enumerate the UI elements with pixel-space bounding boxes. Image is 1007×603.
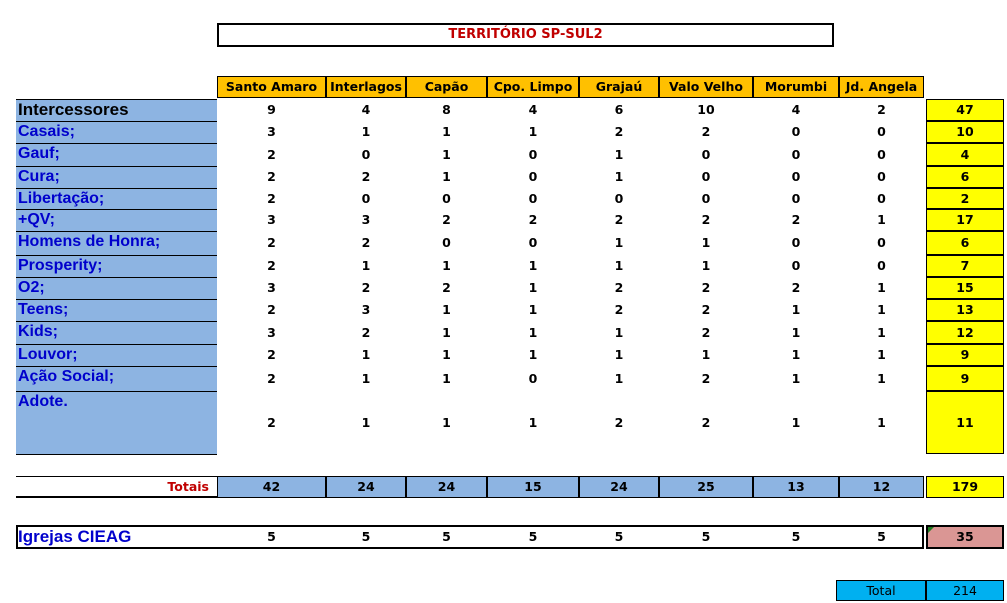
igrejas-total-cell[interactable] bbox=[926, 525, 1004, 549]
row-label[interactable]: Intercessores bbox=[16, 99, 217, 121]
igrejas-cell[interactable]: 5 bbox=[267, 529, 276, 544]
table-cell[interactable]: 1 bbox=[361, 124, 371, 139]
table-cell[interactable]: 1 bbox=[877, 347, 886, 362]
igrejas-total-value: 35 bbox=[956, 529, 974, 544]
igrejas-cell[interactable]: 5 bbox=[528, 529, 538, 544]
table-cell[interactable]: 1 bbox=[442, 325, 451, 340]
table-cell[interactable]: 0 bbox=[791, 169, 801, 184]
table-cell[interactable]: 4 bbox=[361, 102, 371, 117]
table-cell[interactable]: 2 bbox=[791, 280, 801, 295]
table-cell[interactable]: 3 bbox=[267, 280, 276, 295]
table-cell[interactable]: 0 bbox=[361, 191, 371, 206]
grand-total-value[interactable]: 214 bbox=[926, 580, 1004, 601]
table-cell[interactable]: 9 bbox=[267, 102, 276, 117]
table-cell[interactable]: 1 bbox=[442, 415, 451, 430]
table-cell[interactable]: 2 bbox=[614, 212, 624, 227]
table-cell[interactable]: 1 bbox=[701, 347, 711, 362]
row-total-cell[interactable]: 6 bbox=[926, 166, 1004, 188]
grand-sum-cell[interactable]: 179 bbox=[926, 476, 1004, 498]
table-cell[interactable]: 3 bbox=[267, 212, 276, 227]
table-cell[interactable]: 0 bbox=[791, 124, 801, 139]
table-cell[interactable]: 1 bbox=[614, 169, 624, 184]
row-label[interactable]: Teens; bbox=[16, 299, 217, 321]
table-cell[interactable]: 0 bbox=[877, 147, 886, 162]
table-cell[interactable]: 0 bbox=[877, 258, 886, 273]
igrejas-cell[interactable]: 5 bbox=[614, 529, 624, 544]
table-cell[interactable]: 10 bbox=[697, 102, 715, 117]
table-cell[interactable]: 1 bbox=[442, 302, 451, 317]
table-cell[interactable]: 0 bbox=[877, 191, 886, 206]
table-cell[interactable]: 0 bbox=[791, 258, 801, 273]
table-cell[interactable]: 4 bbox=[791, 102, 801, 117]
table-cell[interactable]: 1 bbox=[528, 347, 538, 362]
row-total-cell[interactable]: 11 bbox=[926, 391, 1004, 454]
table-cell[interactable]: 1 bbox=[442, 347, 451, 362]
table-cell[interactable]: 0 bbox=[791, 191, 801, 206]
row-label[interactable]: Casais; bbox=[16, 121, 217, 143]
table-cell[interactable]: 1 bbox=[791, 347, 801, 362]
table-cell[interactable]: 1 bbox=[528, 280, 538, 295]
table-cell[interactable]: 3 bbox=[361, 212, 371, 227]
table-cell[interactable]: 0 bbox=[528, 371, 538, 386]
table-cell[interactable]: 2 bbox=[361, 169, 371, 184]
table-cell[interactable]: 2 bbox=[614, 302, 624, 317]
table-cell[interactable]: 2 bbox=[267, 302, 276, 317]
column-header[interactable]: Capão bbox=[406, 76, 487, 98]
table-cell[interactable]: 2 bbox=[442, 280, 451, 295]
table-cell[interactable]: 1 bbox=[614, 325, 624, 340]
table-cell[interactable]: 1 bbox=[442, 258, 451, 273]
igrejas-cell[interactable]: 5 bbox=[442, 529, 451, 544]
totals-label[interactable]: Totais bbox=[16, 476, 217, 498]
table-cell[interactable]: 4 bbox=[528, 102, 538, 117]
table-cell[interactable]: 1 bbox=[701, 258, 711, 273]
comment-indicator-icon bbox=[928, 527, 934, 533]
table-cell[interactable]: 1 bbox=[791, 415, 801, 430]
table-cell[interactable]: 2 bbox=[361, 280, 371, 295]
column-header[interactable]: Interlagos bbox=[326, 76, 406, 98]
table-cell[interactable]: 3 bbox=[267, 124, 276, 139]
table-cell[interactable]: 1 bbox=[361, 347, 371, 362]
table-cell[interactable]: 8 bbox=[442, 102, 451, 117]
column-header[interactable]: Cpo. Limpo bbox=[487, 76, 579, 98]
table-cell[interactable]: 2 bbox=[614, 280, 624, 295]
row-label[interactable]: Ação Social; bbox=[16, 366, 217, 391]
table-cell[interactable]: 1 bbox=[877, 212, 886, 227]
table-cell[interactable]: 2 bbox=[701, 302, 711, 317]
table-cell[interactable]: 2 bbox=[361, 235, 371, 250]
table-cell[interactable]: 0 bbox=[701, 169, 711, 184]
table-cell[interactable]: 2 bbox=[701, 280, 711, 295]
table-cell[interactable]: 2 bbox=[267, 415, 276, 430]
table-cell[interactable]: 1 bbox=[528, 325, 538, 340]
table-cell[interactable]: 0 bbox=[877, 124, 886, 139]
table-cell[interactable]: 2 bbox=[614, 415, 624, 430]
table-cell[interactable]: 0 bbox=[442, 235, 451, 250]
column-total-cell[interactable]: 24 bbox=[406, 476, 487, 498]
table-cell[interactable]: 1 bbox=[528, 415, 538, 430]
table-cell[interactable]: 1 bbox=[791, 325, 801, 340]
table-cell[interactable]: 1 bbox=[442, 371, 451, 386]
column-header[interactable]: Valo Velho bbox=[659, 76, 753, 98]
table-cell[interactable]: 0 bbox=[528, 235, 538, 250]
grand-total-label[interactable]: Total bbox=[836, 580, 926, 601]
igrejas-cell[interactable]: 5 bbox=[791, 529, 801, 544]
table-cell[interactable]: 0 bbox=[442, 191, 451, 206]
table-cell[interactable]: 0 bbox=[877, 169, 886, 184]
row-total-cell[interactable]: 6 bbox=[926, 231, 1004, 255]
table-cell[interactable]: 2 bbox=[614, 124, 624, 139]
table-cell[interactable]: 0 bbox=[877, 235, 886, 250]
column-total-cell[interactable]: 24 bbox=[326, 476, 406, 498]
table-cell[interactable]: 2 bbox=[267, 371, 276, 386]
table-cell[interactable]: 0 bbox=[361, 147, 371, 162]
column-total-cell[interactable]: 24 bbox=[579, 476, 659, 498]
row-total-cell[interactable]: 7 bbox=[926, 255, 1004, 277]
table-cell[interactable]: 3 bbox=[267, 325, 276, 340]
column-total-cell[interactable]: 42 bbox=[217, 476, 326, 498]
table-cell[interactable]: 2 bbox=[701, 212, 711, 227]
column-header[interactable]: Morumbi bbox=[753, 76, 839, 98]
table-cell[interactable]: 1 bbox=[614, 235, 624, 250]
igrejas-cell[interactable]: 5 bbox=[701, 529, 711, 544]
table-cell[interactable]: 1 bbox=[614, 371, 624, 386]
igrejas-cell[interactable]: 5 bbox=[361, 529, 371, 544]
row-total-cell[interactable]: 4 bbox=[926, 143, 1004, 166]
column-header[interactable]: Jd. Angela bbox=[839, 76, 924, 98]
row-total-cell[interactable]: 12 bbox=[926, 321, 1004, 344]
table-cell[interactable]: 1 bbox=[791, 371, 801, 386]
row-label[interactable]: Libertação; bbox=[16, 188, 217, 209]
table-cell[interactable]: 2 bbox=[442, 212, 451, 227]
row-label[interactable]: Louvor; bbox=[16, 344, 217, 366]
row-label[interactable]: Adote. bbox=[16, 391, 217, 454]
table-cell[interactable]: 1 bbox=[877, 371, 886, 386]
row-total-cell[interactable]: 47 bbox=[926, 99, 1004, 121]
table-cell[interactable]: 2 bbox=[701, 415, 711, 430]
row-total-cell[interactable]: 15 bbox=[926, 277, 1004, 299]
table-cell[interactable]: 0 bbox=[528, 169, 538, 184]
table-cell[interactable]: 1 bbox=[361, 371, 371, 386]
table-cell[interactable]: 2 bbox=[701, 325, 711, 340]
igrejas-label[interactable]: Igrejas CIEAG bbox=[18, 527, 132, 546]
table-cell[interactable]: 1 bbox=[442, 124, 451, 139]
row-label[interactable]: Cura; bbox=[16, 166, 217, 188]
row-total-cell[interactable]: 2 bbox=[926, 188, 1004, 209]
column-total-cell[interactable]: 25 bbox=[659, 476, 753, 498]
table-cell[interactable]: 0 bbox=[701, 191, 711, 206]
igrejas-cell[interactable]: 5 bbox=[877, 529, 886, 544]
table-cell[interactable]: 6 bbox=[614, 102, 624, 117]
table-cell[interactable]: 0 bbox=[791, 147, 801, 162]
sheet-title[interactable]: TERRITÓRIO SP-SUL2 bbox=[217, 23, 834, 47]
column-total-cell[interactable]: 13 bbox=[753, 476, 839, 498]
table-cell[interactable]: 0 bbox=[528, 191, 538, 206]
table-cell[interactable]: 1 bbox=[442, 169, 451, 184]
table-cell[interactable]: 2 bbox=[701, 124, 711, 139]
row-total-cell[interactable]: 10 bbox=[926, 121, 1004, 143]
table-cell[interactable]: 1 bbox=[614, 147, 624, 162]
table-cell[interactable]: 2 bbox=[267, 347, 276, 362]
table-cell[interactable]: 0 bbox=[528, 147, 538, 162]
table-cell[interactable]: 1 bbox=[361, 415, 371, 430]
table-cell[interactable]: 1 bbox=[877, 280, 886, 295]
table-cell[interactable]: 0 bbox=[614, 191, 624, 206]
table-cell[interactable]: 1 bbox=[877, 325, 886, 340]
table-cell[interactable]: 1 bbox=[614, 347, 624, 362]
row-total-cell[interactable]: 9 bbox=[926, 344, 1004, 366]
table-cell[interactable]: 2 bbox=[877, 102, 886, 117]
table-cell[interactable]: 2 bbox=[528, 212, 538, 227]
column-total-cell[interactable]: 15 bbox=[487, 476, 579, 498]
table-cell[interactable]: 1 bbox=[877, 302, 886, 317]
table-cell[interactable]: 1 bbox=[442, 147, 451, 162]
table-cell[interactable]: 1 bbox=[361, 258, 371, 273]
row-label[interactable]: O2; bbox=[16, 277, 217, 299]
row-label[interactable]: Homens de Honra; bbox=[16, 231, 217, 255]
column-header[interactable]: Santo Amaro bbox=[217, 76, 326, 98]
row-label[interactable]: Prosperity; bbox=[16, 255, 217, 277]
column-header[interactable]: Grajaú bbox=[579, 76, 659, 98]
table-divider bbox=[16, 454, 217, 476]
row-label[interactable]: Kids; bbox=[16, 321, 217, 344]
column-total-cell[interactable]: 12 bbox=[839, 476, 924, 498]
row-total-cell[interactable]: 17 bbox=[926, 209, 1004, 231]
table-cell[interactable]: 2 bbox=[267, 147, 276, 162]
table-cell[interactable]: 2 bbox=[701, 371, 711, 386]
table-cell[interactable]: 2 bbox=[267, 235, 276, 250]
table-cell[interactable]: 2 bbox=[267, 169, 276, 184]
table-cell[interactable]: 2 bbox=[791, 212, 801, 227]
table-cell[interactable]: 1 bbox=[614, 258, 624, 273]
table-cell[interactable]: 1 bbox=[791, 302, 801, 317]
table-cell[interactable]: 0 bbox=[701, 147, 711, 162]
table-cell[interactable]: 2 bbox=[361, 325, 371, 340]
row-total-cell[interactable]: 9 bbox=[926, 366, 1004, 391]
table-cell[interactable]: 1 bbox=[701, 235, 711, 250]
table-cell[interactable]: 0 bbox=[791, 235, 801, 250]
row-label[interactable]: +QV; bbox=[16, 209, 217, 231]
table-cell[interactable]: 1 bbox=[528, 258, 538, 273]
table-cell[interactable]: 2 bbox=[267, 191, 276, 206]
table-cell[interactable]: 2 bbox=[267, 258, 276, 273]
table-cell[interactable]: 1 bbox=[877, 415, 886, 430]
table-cell[interactable]: 1 bbox=[528, 302, 538, 317]
table-cell[interactable]: 3 bbox=[361, 302, 371, 317]
row-label[interactable]: Gauf; bbox=[16, 143, 217, 166]
table-cell[interactable]: 1 bbox=[528, 124, 538, 139]
row-total-cell[interactable]: 13 bbox=[926, 299, 1004, 321]
